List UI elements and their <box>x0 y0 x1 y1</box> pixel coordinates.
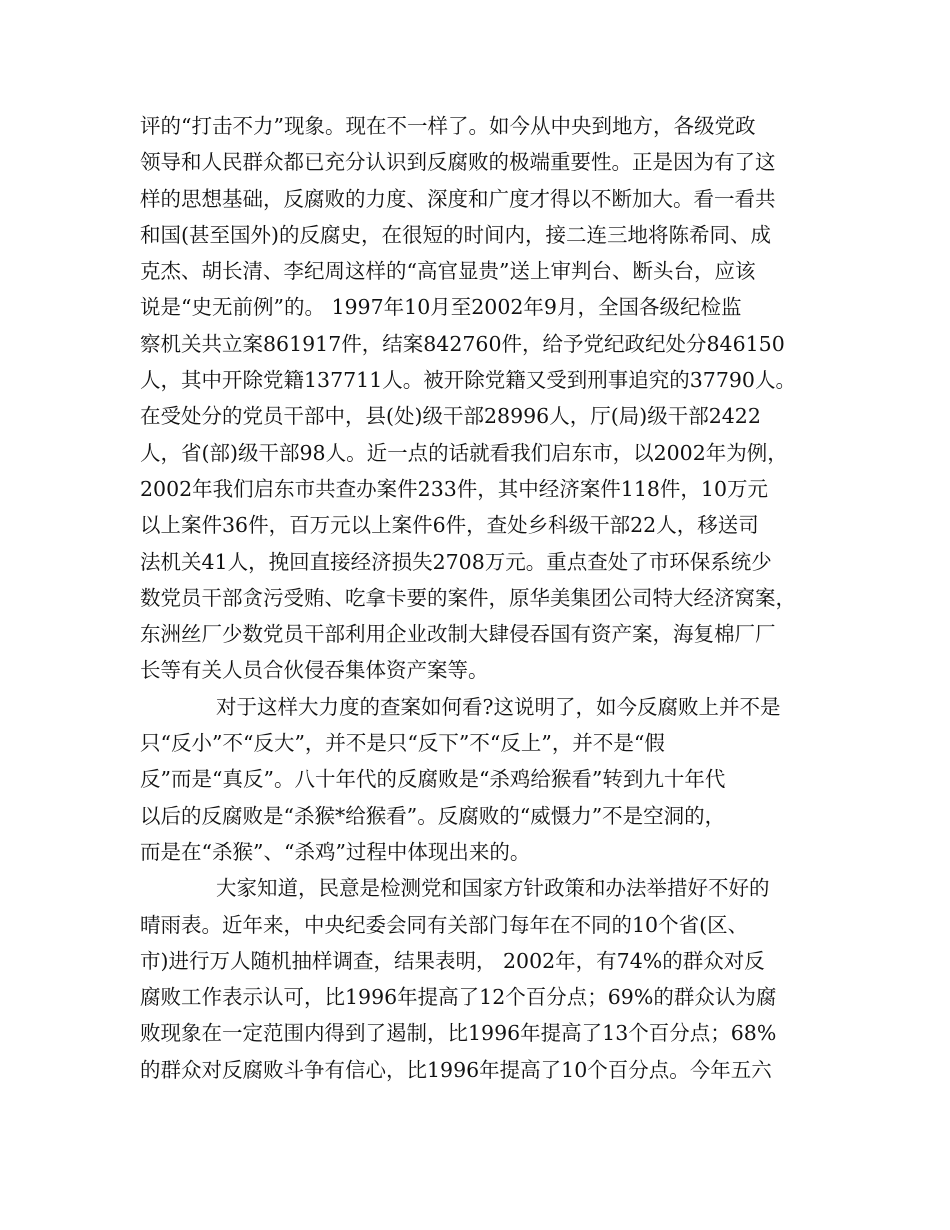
text-line: 说是“史无前例”的。 1997年10月至2002年9月，全国各级纪检监 <box>140 295 742 320</box>
text-line: 评的“打击不力”现象。现在不一样了。如今从中央到地方，各级党政 <box>140 114 756 138</box>
paragraph-first-line: 对于这样大力度的查案如何看?这说明了，如今反腐败上并不是 <box>216 694 781 719</box>
text-line: 腐败工作表示认可，比1996年提高了12个百分点；69%的群众认为腐 <box>140 985 777 1010</box>
paragraph-first-line: 大家知道，民意是检测党和国家方针政策和办法举措好不好的 <box>216 876 770 901</box>
text-line: 样的思想基础，反腐败的力度、深度和广度才得以不断加大。看一看共 <box>140 186 776 211</box>
text-line: 的群众对反腐败斗争有信心，比1996年提高了10个百分点。今年五六 <box>140 1057 772 1082</box>
text-line: 人，省(部)级干部98人。近一点的话就看我们启东市，以2002年为例， <box>140 440 788 465</box>
text-line: 败现象在一定范围内得到了遏制，比1996年提高了13个百分点；68% <box>140 1021 777 1046</box>
text-line: 数党员干部贪污受贿、吃拿卡要的案件，原华美集团公司特大经济窝案， <box>140 585 796 610</box>
text-line: 和国(甚至国外)的反腐史，在很短的时间内，接二连三地将陈希同、成 <box>140 222 771 247</box>
text-line: 而是在“杀猴”、“杀鸡”过程中体现出来的。 <box>140 839 531 864</box>
text-line: 在受处分的党员干部中，县(处)级干部28996人，厅(局)级干部2422 <box>140 404 761 429</box>
text-line: 2002年我们启东市共查办案件233件，其中经济案件118件，10万元 <box>140 476 769 501</box>
text-line: 克杰、胡长清、李纪周这样的“高官显贵”送上审判台、断头台，应该 <box>140 259 756 284</box>
document-body <box>140 108 830 1088</box>
text-line: 长等有关人员合伙侵吞集体资产案等。 <box>140 658 489 683</box>
text-line: 人，其中开除党籍137711人。被开除党籍又受到刑事追究的37790人。 <box>140 368 796 393</box>
text-line: 法机关41人，挽回直接经济损失2708万元。重点查处了市环保系统少 <box>140 549 772 574</box>
text-line: 以后的反腐败是“杀猴*给猴看”。反腐败的“威慑力”不是空洞的， <box>140 803 726 828</box>
text-line: 察机关共立案861917件，结案842760件，给予党纪政纪处分846150 <box>140 331 785 356</box>
text-line: 只“反小”不“反大”，并不是只“反下”不“反上”，并不是“假 <box>140 731 665 756</box>
text-line: 晴雨表。近年来，中央纪委会同有关部门每年在不同的10个省(区、 <box>140 912 749 937</box>
text-line: 反”而是“真反”。八十年代的反腐败是“杀鸡给猴看”转到九十年代 <box>140 767 726 792</box>
text-line: 东洲丝厂少数党员干部利用企业改制大肆侵吞国有资产案，海复棉厂厂 <box>140 622 776 647</box>
text-line: 以上案件36件，百万元以上案件6件，查处乡科级干部22人，移送司 <box>140 513 759 538</box>
text-line: 市)进行万人随机抽样调查，结果表明， 2002年，有74%的群众对反 <box>140 948 765 973</box>
text-line: 领导和人民群众都已充分认识到反腐败的极端重要性。正是因为有了这 <box>140 150 776 175</box>
